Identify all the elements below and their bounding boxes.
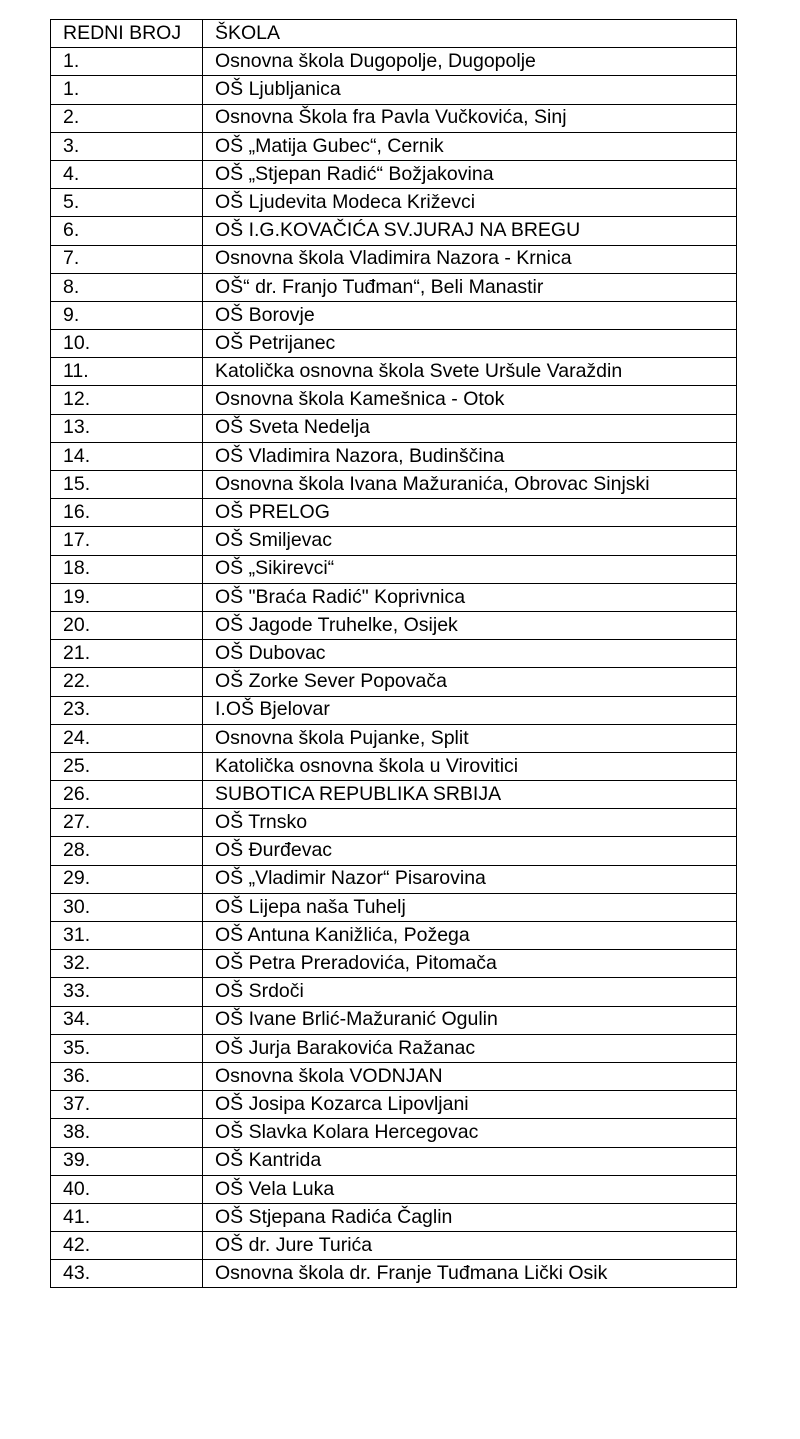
table-body xyxy=(51,48,737,1288)
row-number: 26. xyxy=(51,781,203,809)
table-row xyxy=(51,1091,737,1119)
row-number: 24. xyxy=(51,724,203,752)
table-row xyxy=(51,442,737,470)
table-row xyxy=(51,273,737,301)
table-row xyxy=(51,724,737,752)
school-name: OŠ Stjepana Radića Čaglin xyxy=(203,1203,737,1231)
school-name: OŠ Đurđevac xyxy=(203,837,737,865)
schools-table xyxy=(50,19,737,1288)
table-row xyxy=(51,76,737,104)
row-number: 4. xyxy=(51,160,203,188)
table-row xyxy=(51,668,737,696)
table-row xyxy=(51,245,737,273)
school-name: Osnovna škola Ivana Mažuranića, Obrovac Sinjski xyxy=(203,471,737,499)
table-row xyxy=(51,640,737,668)
table-row xyxy=(51,1175,737,1203)
table-row xyxy=(51,865,737,893)
table-row xyxy=(51,1203,737,1231)
row-number: 42. xyxy=(51,1232,203,1260)
school-name: OŠ PRELOG xyxy=(203,499,737,527)
table-row xyxy=(51,583,737,611)
table-row xyxy=(51,301,737,329)
school-name: Osnovna škola VODNJAN xyxy=(203,1062,737,1090)
school-name: Osnovna škola Vladimira Nazora - Krnica xyxy=(203,245,737,273)
table-row xyxy=(51,132,737,160)
table-row xyxy=(51,922,737,950)
table-row xyxy=(51,611,737,639)
school-name: OŠ „Sikirevci“ xyxy=(203,555,737,583)
row-number: 9. xyxy=(51,301,203,329)
school-name: OŠ Borovje xyxy=(203,301,737,329)
row-number: 39. xyxy=(51,1147,203,1175)
table-row xyxy=(51,414,737,442)
table-row xyxy=(51,471,737,499)
table-row xyxy=(51,696,737,724)
row-number: 5. xyxy=(51,189,203,217)
school-name: OŠ“ dr. Franjo Tuđman“, Beli Manastir xyxy=(203,273,737,301)
table-row xyxy=(51,809,737,837)
row-number: 40. xyxy=(51,1175,203,1203)
school-name: OŠ „Matija Gubec“, Cernik xyxy=(203,132,737,160)
school-name: OŠ Ivane Brlić-Mažuranić Ogulin xyxy=(203,1006,737,1034)
table-row xyxy=(51,217,737,245)
row-number: 38. xyxy=(51,1119,203,1147)
row-number: 6. xyxy=(51,217,203,245)
school-name: Osnovna škola Pujanke, Split xyxy=(203,724,737,752)
table-row xyxy=(51,358,737,386)
table-row xyxy=(51,104,737,132)
row-number: 20. xyxy=(51,611,203,639)
table-row xyxy=(51,499,737,527)
table-row xyxy=(51,48,737,76)
school-name: OŠ Ljubljanica xyxy=(203,76,737,104)
school-name: Osnovna škola Kamešnica - Otok xyxy=(203,386,737,414)
row-number: 34. xyxy=(51,1006,203,1034)
row-number: 3. xyxy=(51,132,203,160)
school-name: Katolička osnovna škola u Virovitici xyxy=(203,752,737,780)
table-row xyxy=(51,189,737,217)
school-name: OŠ Ljudevita Modeca Križevci xyxy=(203,189,737,217)
table-row xyxy=(51,1147,737,1175)
row-number: 7. xyxy=(51,245,203,273)
school-name: OŠ Trnsko xyxy=(203,809,737,837)
row-number: 35. xyxy=(51,1034,203,1062)
row-number: 28. xyxy=(51,837,203,865)
table-row xyxy=(51,893,737,921)
row-number: 30. xyxy=(51,893,203,921)
row-number: 12. xyxy=(51,386,203,414)
school-name: OŠ Vela Luka xyxy=(203,1175,737,1203)
school-name: OŠ Zorke Sever Popovača xyxy=(203,668,737,696)
row-number: 25. xyxy=(51,752,203,780)
school-name: OŠ Slavka Kolara Hercegovac xyxy=(203,1119,737,1147)
table-row xyxy=(51,752,737,780)
row-number: 13. xyxy=(51,414,203,442)
school-name: Osnovna škola dr. Franje Tuđmana Lički Osik xyxy=(203,1260,737,1288)
school-name: OŠ Petrijanec xyxy=(203,330,737,358)
table-row xyxy=(51,1260,737,1288)
table-row xyxy=(51,527,737,555)
school-name: OŠ Petra Preradovića, Pitomača xyxy=(203,950,737,978)
school-name: OŠ Srdoči xyxy=(203,978,737,1006)
row-number: 23. xyxy=(51,696,203,724)
school-name: OŠ Jagode Truhelke, Osijek xyxy=(203,611,737,639)
school-name: SUBOTICA REPUBLIKA SRBIJA xyxy=(203,781,737,809)
row-number: 41. xyxy=(51,1203,203,1231)
table-row xyxy=(51,1119,737,1147)
row-number: 29. xyxy=(51,865,203,893)
row-number: 14. xyxy=(51,442,203,470)
table-row xyxy=(51,978,737,1006)
school-name: OŠ Kantrida xyxy=(203,1147,737,1175)
row-number: 1. xyxy=(51,48,203,76)
school-name: Osnovna škola Dugopolje, Dugopolje xyxy=(203,48,737,76)
table-row xyxy=(51,837,737,865)
school-name: OŠ „Stjepan Radić“ Božjakovina xyxy=(203,160,737,188)
school-name: OŠ Vladimira Nazora, Budinščina xyxy=(203,442,737,470)
row-number: 2. xyxy=(51,104,203,132)
school-name: OŠ Josipa Kozarca Lipovljani xyxy=(203,1091,737,1119)
row-number: 22. xyxy=(51,668,203,696)
school-name: OŠ „Vladimir Nazor“ Pisarovina xyxy=(203,865,737,893)
row-number: 19. xyxy=(51,583,203,611)
header-skola: ŠKOLA xyxy=(203,20,737,48)
table-header-row xyxy=(51,20,737,48)
table-row xyxy=(51,950,737,978)
row-number: 27. xyxy=(51,809,203,837)
row-number: 31. xyxy=(51,922,203,950)
row-number: 37. xyxy=(51,1091,203,1119)
school-name: OŠ "Braća Radić" Koprivnica xyxy=(203,583,737,611)
header-redni-broj: REDNI BROJ xyxy=(51,20,203,48)
row-number: 8. xyxy=(51,273,203,301)
school-name: Katolička osnovna škola Svete Uršule Varaždin xyxy=(203,358,737,386)
table-row xyxy=(51,1062,737,1090)
row-number: 18. xyxy=(51,555,203,583)
school-name: OŠ Dubovac xyxy=(203,640,737,668)
row-number: 16. xyxy=(51,499,203,527)
table-row xyxy=(51,1006,737,1034)
row-number: 36. xyxy=(51,1062,203,1090)
table-row xyxy=(51,160,737,188)
school-name: OŠ I.G.KOVAČIĆA SV.JURAJ NA BREGU xyxy=(203,217,737,245)
row-number: 43. xyxy=(51,1260,203,1288)
table-row xyxy=(51,386,737,414)
row-number: 33. xyxy=(51,978,203,1006)
school-name: OŠ Jurja Barakovića Ražanac xyxy=(203,1034,737,1062)
school-name: Osnovna Škola fra Pavla Vučkovića, Sinj xyxy=(203,104,737,132)
table-row xyxy=(51,555,737,583)
school-name: OŠ Antuna Kanižlića, Požega xyxy=(203,922,737,950)
row-number: 15. xyxy=(51,471,203,499)
row-number: 1. xyxy=(51,76,203,104)
table-row xyxy=(51,781,737,809)
row-number: 11. xyxy=(51,358,203,386)
row-number: 21. xyxy=(51,640,203,668)
row-number: 17. xyxy=(51,527,203,555)
table-row xyxy=(51,330,737,358)
row-number: 10. xyxy=(51,330,203,358)
table-row xyxy=(51,1232,737,1260)
row-number: 32. xyxy=(51,950,203,978)
school-name: I.OŠ Bjelovar xyxy=(203,696,737,724)
school-name: OŠ Smiljevac xyxy=(203,527,737,555)
school-name: OŠ dr. Jure Turića xyxy=(203,1232,737,1260)
school-name: OŠ Sveta Nedelja xyxy=(203,414,737,442)
table-row xyxy=(51,1034,737,1062)
school-name: OŠ Lijepa naša Tuhelj xyxy=(203,893,737,921)
